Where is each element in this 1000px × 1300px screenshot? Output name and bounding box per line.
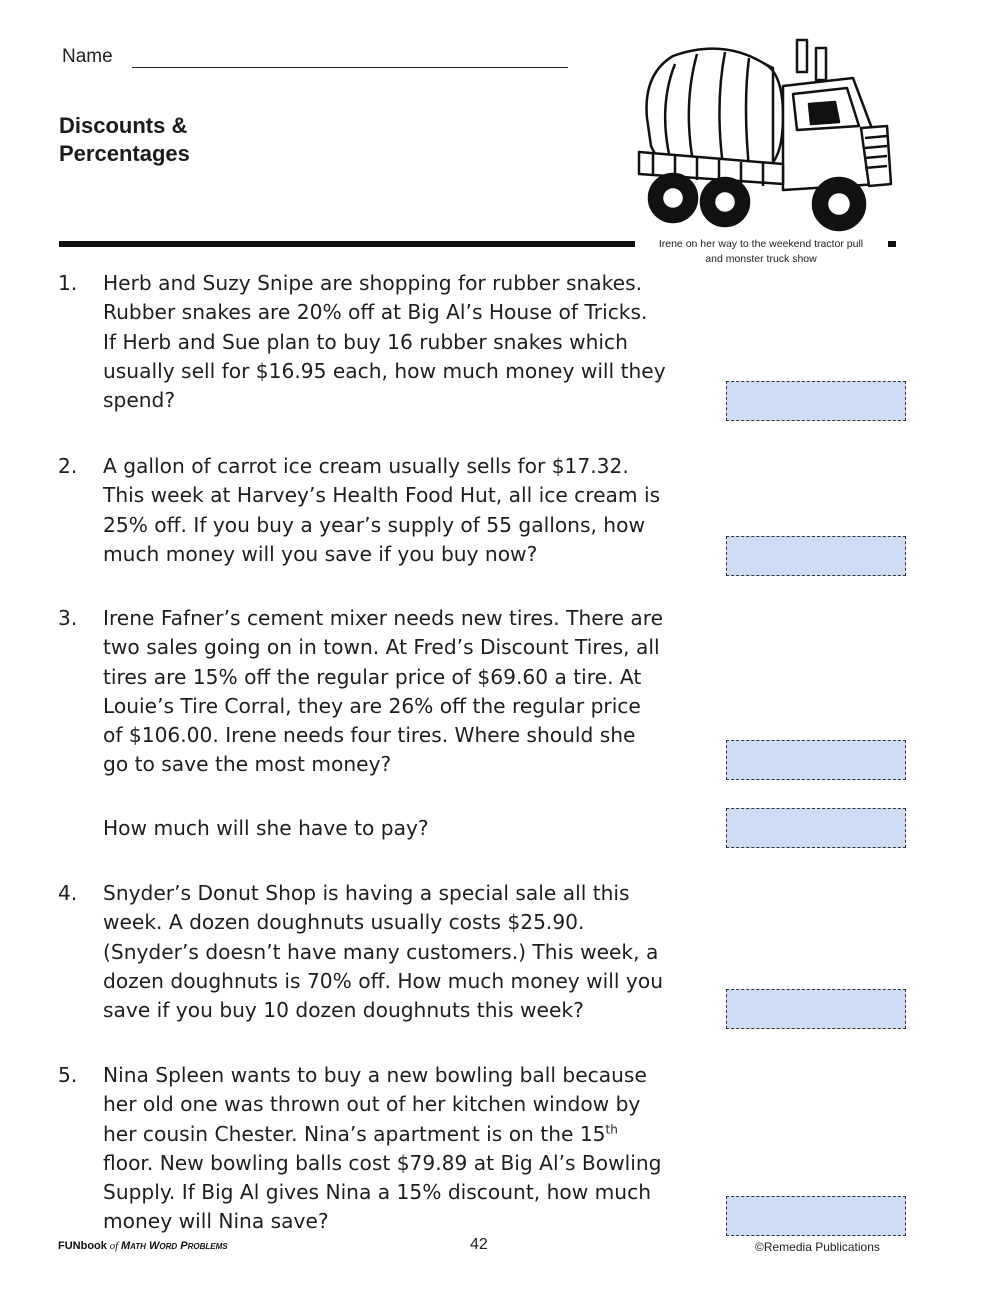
answer-box-3b[interactable]	[726, 808, 906, 848]
problem-line: her old one was thrown out of her kitchen window by	[103, 1092, 641, 1117]
problem-line: week. A dozen doughnuts usually costs $25.90.	[103, 910, 585, 935]
problem-line: Supply. If Big Al gives Nina a 15% discount, how much	[103, 1180, 651, 1205]
answer-box-2[interactable]	[726, 536, 906, 576]
problem-line	[103, 1120, 713, 1149]
problem-line: go to save the most money?	[103, 752, 392, 777]
name-line	[132, 67, 568, 68]
followup-text: How much will she have to pay?	[103, 816, 429, 840]
problem-line: usually sell for $16.95 each, how much money will they	[103, 358, 666, 383]
problem-number: 3.	[58, 606, 78, 630]
problem-number: 5.	[58, 1063, 78, 1087]
worksheet-title	[59, 112, 319, 168]
problem-text	[103, 452, 713, 569]
illustration-caption	[636, 237, 886, 267]
problem-line: Louie’s Tire Corral, they are 26% off the regular price	[103, 693, 641, 718]
problem-line: floor. New bowling balls cost $79.89 at Big Al’s Bowling	[103, 1150, 662, 1175]
book-title-of: of	[106, 1240, 121, 1252]
cement-mixer-truck-illustration	[633, 34, 895, 234]
problem-line: 25% off. If you buy a year’s supply of 55 gallons, how	[103, 512, 645, 537]
problem-text	[103, 1061, 713, 1237]
header-rule	[59, 241, 635, 247]
problem-line: Irene Fafner’s cement mixer needs new tires. There are	[103, 606, 663, 630]
problem-line: spend?	[103, 388, 176, 413]
problem-line: Snyder’s Donut Shop is having a special sale all this	[103, 881, 630, 905]
answer-box-5[interactable]	[726, 1196, 906, 1236]
problem-line: If Herb and Sue plan to buy 16 rubber snakes which	[103, 329, 628, 354]
problem-line: dozen doughnuts is 70% off. How much money will you	[103, 968, 663, 993]
title-line-1: Discounts &	[59, 113, 188, 138]
caption-line-2: and monster truck show	[705, 253, 817, 265]
page-number: 42	[470, 1236, 488, 1253]
problem-line: A gallon of carrot ice cream usually sells for $17.32.	[103, 454, 629, 478]
footer-book-title	[58, 1240, 228, 1252]
problem-line: money will Nina save?	[103, 1209, 329, 1234]
answer-box-3a[interactable]	[726, 740, 906, 780]
problem-line: of $106.00. Irene needs four tires. Where should she	[103, 723, 636, 748]
problem-line: Herb and Suzy Snipe are shopping for rubber snakes.	[103, 271, 642, 295]
title-line-2: Percentages	[59, 141, 190, 166]
problem-text	[103, 269, 713, 415]
problem-line: much money will you save if you buy now?	[103, 541, 538, 566]
answer-box-4[interactable]	[726, 989, 906, 1029]
problem-number: 4.	[58, 881, 78, 905]
problem-line: save if you buy 10 dozen doughnuts this week?	[103, 998, 584, 1023]
book-title-bold: FUNbook	[58, 1240, 107, 1252]
problem-text	[103, 604, 713, 780]
name-label: Name	[62, 46, 113, 67]
ordinal-superscript: th	[605, 1121, 618, 1136]
problem-line-text: her cousin Chester. Nina’s apartment is on the 15	[103, 1121, 606, 1146]
copyright: ©Remedia Publications	[755, 1240, 880, 1254]
problem-text	[103, 879, 713, 1025]
problem-number: 2.	[58, 454, 78, 478]
problem-line: Rubber snakes are 20% off at Big Al’s House of Tricks.	[103, 300, 648, 325]
problem-line: two sales going on in town. At Fred’s Discount Tires, all	[103, 635, 660, 660]
problem-line: (Snyder’s doesn’t have many customers.) This week, a	[103, 939, 659, 964]
problem-line: This week at Harvey’s Health Food Hut, all ice cream is	[103, 483, 661, 508]
header-rule-end	[888, 241, 896, 247]
problem-line: tires are 15% off the regular price of $69.60 a tire. At	[103, 664, 642, 689]
problem-number: 1.	[58, 271, 78, 295]
problem-line: Nina Spleen wants to buy a new bowling ball because	[103, 1063, 647, 1087]
book-title-rest: Math Word Problems	[120, 1240, 228, 1252]
caption-line-1: Irene on her way to the weekend tractor pull	[658, 238, 864, 250]
answer-box-1[interactable]	[726, 381, 906, 421]
